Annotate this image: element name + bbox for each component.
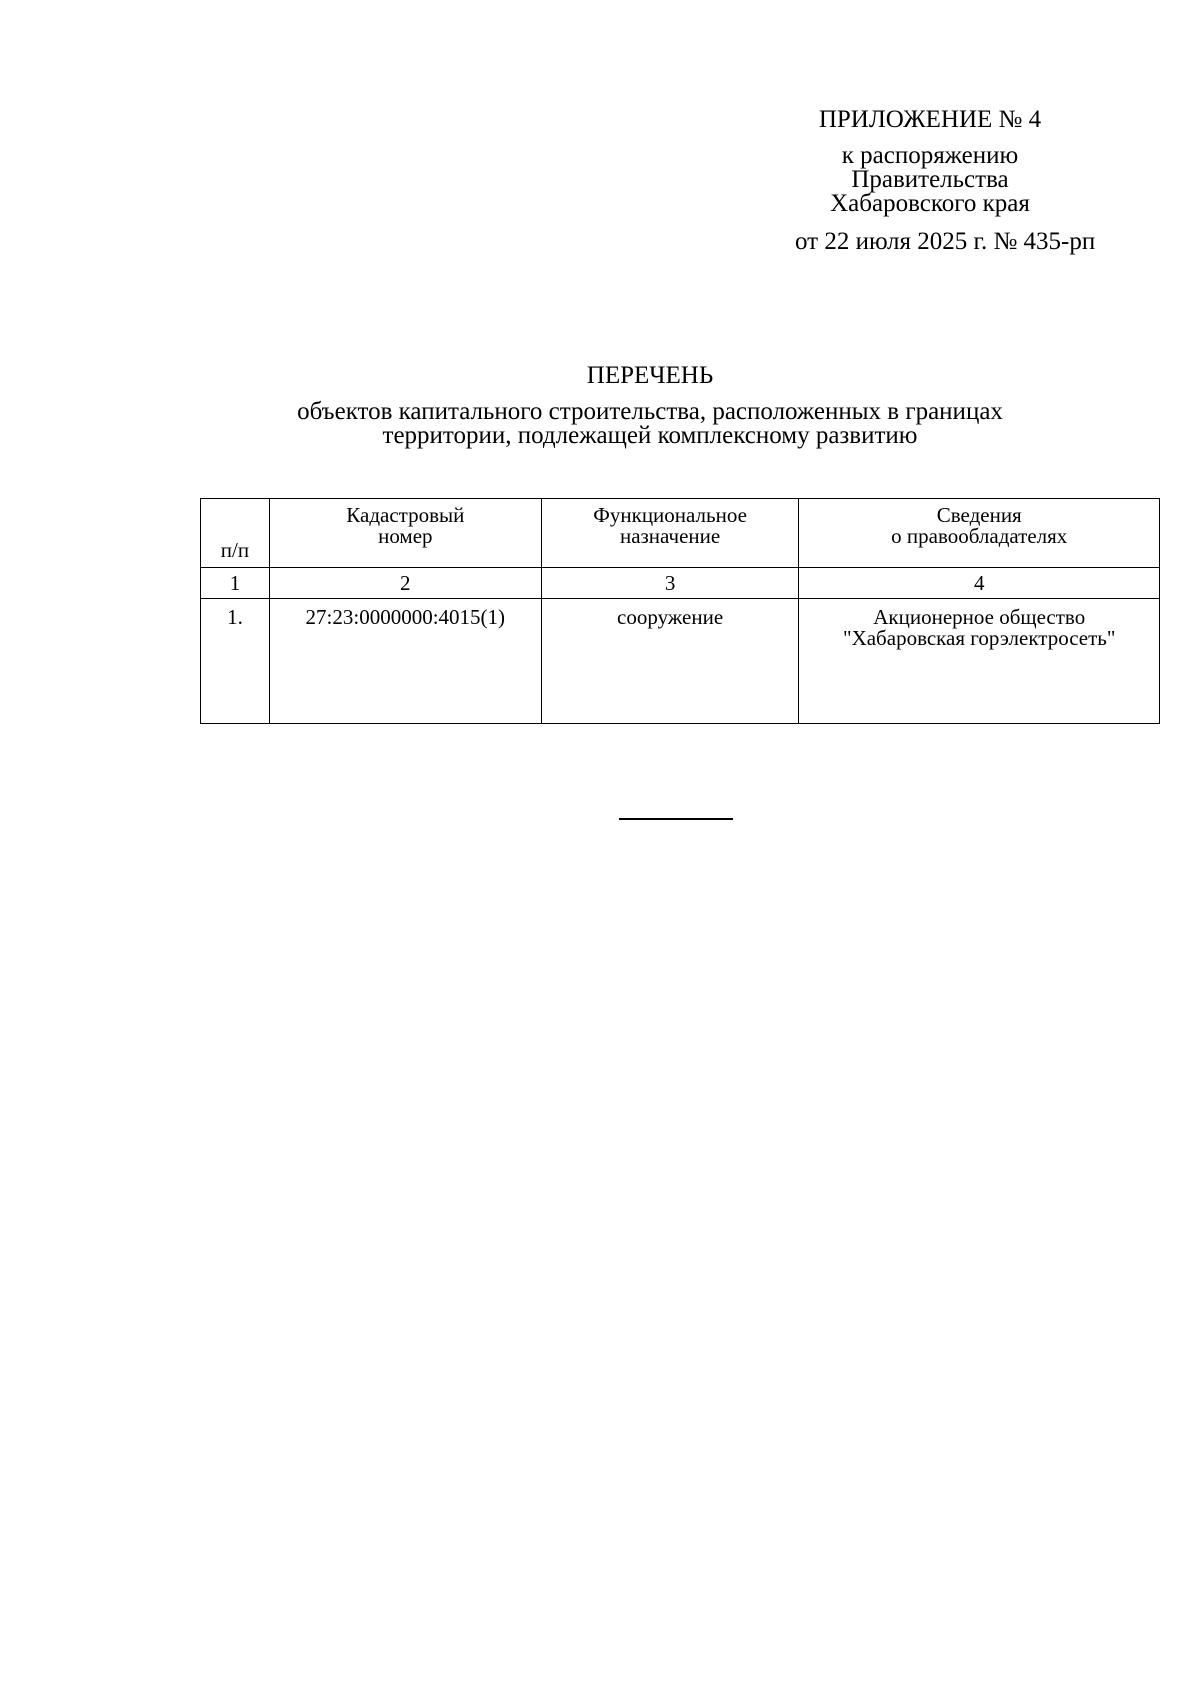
annex-title: ПРИЛОЖЕНИЕ № 4 (818, 106, 1042, 133)
header-text-line: Функциональное (593, 503, 747, 527)
column-number: 3 (541, 568, 799, 599)
header-text-line: о правообладателях (891, 524, 1068, 548)
annex-line: Правительства (851, 166, 1009, 193)
cell-purpose: сооружение (541, 599, 799, 724)
header-text-line: назначение (619, 524, 721, 548)
heading-title: ПЕРЕЧЕНЬ (586, 362, 714, 389)
cell-np: 1. (201, 599, 270, 724)
annex-block (780, 108, 1140, 254)
column-number: 2 (269, 568, 541, 599)
header-purpose (541, 499, 799, 568)
table-header-row (201, 499, 1160, 568)
end-of-document-line (619, 818, 733, 820)
cell-cadastral-number: 27:23:0000000:4015(1) (269, 599, 541, 724)
header-owners (799, 499, 1160, 568)
header-text-line: Кадастровый (346, 503, 465, 527)
annex-line: Хабаровского края (830, 190, 1030, 217)
header-cadastral-number (269, 499, 541, 568)
owner-line: "Хабаровская горэлектросеть" (843, 626, 1116, 650)
header-np-text: п/п (220, 538, 250, 562)
heading-subtitle-line: объектов капитального строительства, расположенных в границах (297, 398, 1003, 425)
column-number-row (201, 568, 1160, 599)
column-number: 1 (201, 568, 270, 599)
column-number: 4 (799, 568, 1160, 599)
header-text-line: номер (378, 524, 433, 548)
table-row (201, 599, 1160, 724)
owner-line: Акционерное общество (873, 605, 1086, 629)
header-np (201, 499, 270, 568)
cell-owner (799, 599, 1160, 724)
annex-line: к распоряжению (841, 142, 1019, 169)
annex-date: от 22 июля 2025 г. № 435-рп (795, 228, 1096, 255)
document-heading (200, 364, 1100, 448)
objects-table (200, 498, 1160, 724)
header-text-line: Сведения (936, 503, 1022, 527)
heading-subtitle-line: территории, подлежащей комплексному развитию (382, 422, 918, 449)
